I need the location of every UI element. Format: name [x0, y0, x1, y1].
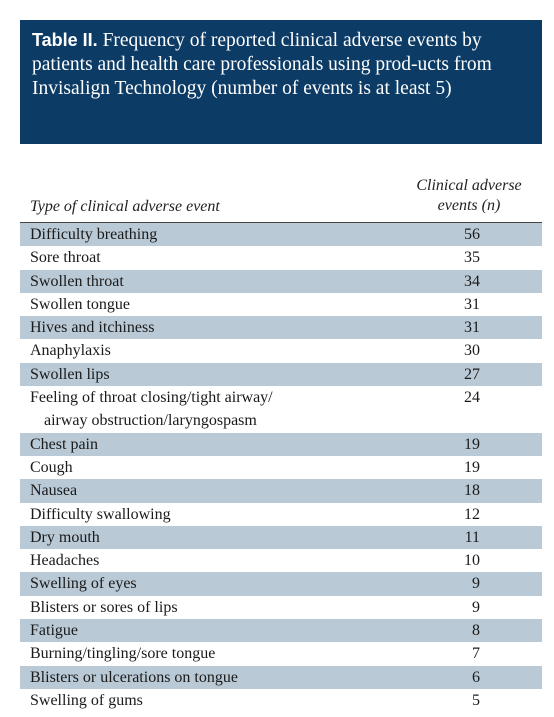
event-count: 7 [472, 645, 480, 663]
event-count: 30 [464, 342, 480, 360]
table-row [20, 619, 542, 642]
event-count: 19 [464, 435, 480, 453]
table-caption-text: Frequency of reported clinical adverse events by patients and health care professionals using prod-ucts from Invisalign Technology (number of events is at least 5) [32, 30, 492, 99]
event-name: Fatigue [30, 622, 78, 640]
table-row [20, 316, 542, 339]
event-count: 56 [464, 226, 480, 243]
table-row [20, 479, 542, 502]
table-row [20, 503, 542, 526]
column-header-count [404, 176, 534, 216]
table-row [20, 223, 542, 246]
table-row [20, 689, 542, 712]
table-row [20, 549, 542, 572]
event-count: 5 [472, 691, 480, 709]
event-name: Dry mouth [30, 528, 100, 546]
table-row [20, 270, 542, 293]
event-count: 34 [464, 272, 480, 290]
table-row [20, 293, 542, 316]
event-name: Swelling of gums [30, 691, 143, 709]
table-row [20, 596, 542, 619]
column-header-count-line2: events (n) [437, 197, 501, 214]
table-row [20, 433, 542, 456]
event-name: Burning/tingling/sore tongue [30, 645, 216, 663]
event-count: 24 [464, 389, 480, 407]
event-name [30, 386, 360, 433]
table-row [20, 456, 542, 479]
table-header [20, 144, 542, 222]
table-body [20, 223, 542, 712]
table-row [20, 339, 542, 362]
event-name: Nausea [30, 482, 78, 500]
event-name-line1: Feeling of throat closing/tight airway/ [30, 389, 273, 407]
event-name: Chest pain [30, 435, 98, 453]
event-count: 9 [472, 598, 480, 616]
event-count: 6 [472, 668, 480, 686]
event-count: 18 [464, 482, 480, 500]
table-row [20, 386, 542, 433]
event-name: Swollen tongue [30, 295, 130, 313]
event-count: 10 [464, 552, 480, 570]
column-header-count-line1: Clinical adverse [416, 177, 522, 194]
event-count: 12 [464, 505, 480, 523]
table-row [20, 363, 542, 386]
event-count: 35 [464, 249, 480, 267]
table-row [20, 666, 542, 689]
event-name: Difficulty breathing [30, 226, 158, 243]
event-name: Blisters or ulcerations on tongue [30, 668, 238, 686]
event-count: 11 [464, 528, 480, 546]
event-name: Anaphylaxis [30, 342, 111, 360]
event-count: 8 [472, 622, 480, 640]
table-container [20, 20, 542, 712]
event-name: Difficulty swallowing [30, 505, 171, 523]
event-name: Swollen lips [30, 365, 110, 383]
event-name: Blisters or sores of lips [30, 598, 178, 616]
event-name-line2: airway obstruction/laryngospasm [44, 412, 257, 430]
event-name: Swelling of eyes [30, 575, 137, 593]
event-count: 9 [472, 575, 480, 593]
table-label: Table II. [32, 30, 98, 50]
event-count: 27 [464, 365, 480, 383]
event-name: Headaches [30, 552, 100, 570]
table-caption [20, 20, 542, 144]
event-count: 31 [464, 295, 480, 313]
table-row [20, 526, 542, 549]
event-count: 31 [464, 319, 480, 337]
column-header-type: Type of clinical adverse event [30, 198, 220, 215]
event-name: Hives and itchiness [30, 319, 155, 337]
table-row [20, 642, 542, 665]
table-row [20, 246, 542, 269]
table-row [20, 572, 542, 595]
event-name: Sore throat [30, 249, 101, 267]
event-name: Swollen throat [30, 272, 124, 290]
event-count: 19 [464, 458, 480, 476]
event-name: Cough [30, 458, 73, 476]
